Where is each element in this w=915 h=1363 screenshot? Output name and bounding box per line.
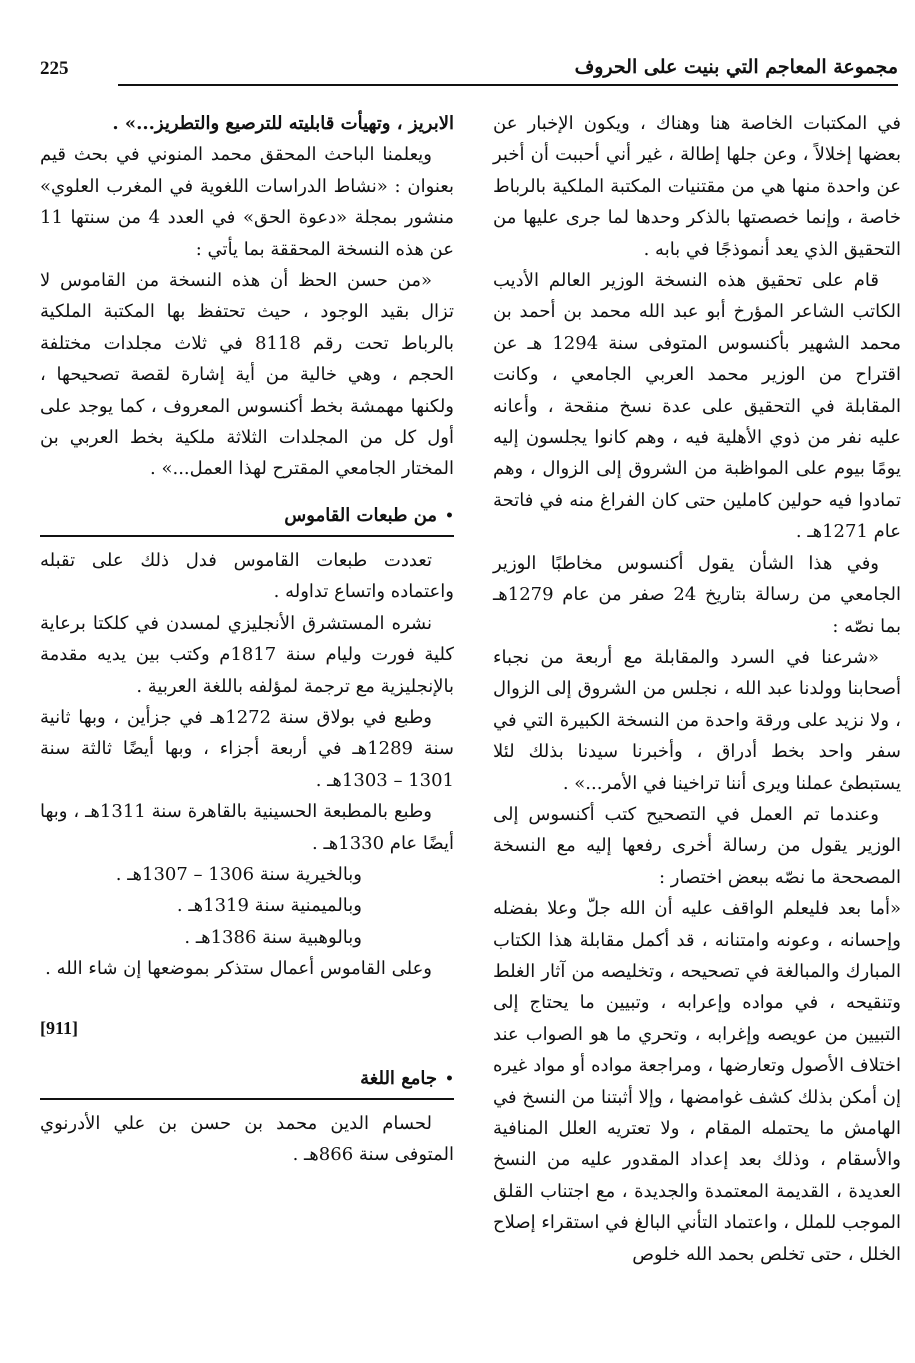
header-rule (118, 84, 898, 86)
list-item: وبالخيرية سنة 1306 – 1307هـ . (115, 863, 362, 885)
page-header (40, 52, 898, 86)
paragraph: ويعلمنا الباحث المحقق محمد المنوني في بحث قيم بعنوان : «نشاط الدراسات اللغوية في المغرب العلوي» منشور بمجلة «دعوة الحق» في العدد 4 من سنتها 11 عن هذه النسخة المحققة بما يأتي : (40, 144, 454, 260)
paragraph: وفي هذا الشأن يقول أكنسوس مخاطبًا الوزير الجامعي من رسالة بتاريخ 24 صفر من عام 1279هـ بما نصّه : (493, 552, 901, 637)
list-item: وبالوهبية سنة 1386هـ . (184, 926, 362, 948)
paragraph: وعلى القاموس أعمال ستذكر بموضعها إن شاء الله . (45, 958, 432, 980)
quote-paragraph: «من حسن الحظ أن هذه النسخة من القاموس لا تزال بقيد الوجود ، حيث تحتفظ بها المكتبة الملكية بالرباط تحت رقم 8118 في ثلاث مجلدات مختلفة الحجم ، وهي خالية من أية إشارة لقصة تصحيحها ، ولكنها مهمشة بخط أكنسوس المعروف ، كما يوجد على أول كل من المجلدات الثلاثة ملكية بخط العربي بن المختار الجامعي المقترح لهذا العمل...» . (40, 270, 454, 480)
bullet-icon: • (445, 1070, 454, 1087)
paragraph: في المكتبات الخاصة هنا وهناك ، ويكون الإخبار عن بعضها إخلالاً ، وعن جلها إطالة ، غير أني أحببت أن أخبر عن واحدة منها هي من مقتنيات المكتبة الملكية بالرباط خاصة ، وإنما خصصتها بالذكر وحدها لما جرى عليها من التحقيق الذي يعد أنموذجًا في بابه . (493, 113, 901, 260)
section-rule (40, 535, 454, 537)
intro-quote-end: الابريز ، وتهيأت قابليته للترصيع والتطريز...» . (112, 113, 454, 134)
list-item: وبالميمنية سنة 1319هـ . (176, 895, 362, 917)
section-title: من طبعات القاموس (284, 504, 438, 526)
section-title: جامع اللغة (360, 1067, 438, 1089)
entry-number: [911] (40, 1017, 78, 1038)
section-rule (40, 1098, 454, 1100)
paragraph: وطبع في بولاق سنة 1272هـ في جزأين ، وبها ثانية سنة 1289هـ في أربعة أجزاء ، وبها أيضًا ثالثة سنة 1301 – 1303هـ . (40, 706, 454, 791)
paragraph: لحسام الدين محمد بن حسن بن علي الأدرنوي المتوفى سنة 866هـ . (40, 1112, 454, 1166)
quote-paragraph: «أما بعد فليعلم الواقف عليه أن الله جلّ وعلا بفضله وإحسانه ، وعونه وامتنانه ، قد أكمل مقابلة هذا الكتاب المبارك والمبالغة في تصحيحه ، وتخليصه من آثار الغلط وتنقيحه ، في مواده وإعرابه ، وتبيين ما يحتاج إلى التبيين من عويصه وإغرابه ، وتحري ما هو الصواب عند اختلاف الأصول وتعارضها ، ومراجعة مواده أو مواد غيره إن أمكن بذلك كشف غوامضها ، وإلا أثبتنا من النسخ في الهامش ما يحتمله المقام ، ولا تعتريه العلل المنافية والأسقام ، وذلك بعد إعداد المقدور عليه من النسخ العديدة ، القديمة المعتمدة والجديدة ، مع اجتناب القلق الموجب للملل ، واعتماد التأني البالغ في استقراء إصلاح الخلل ، حتى تخلص بحمد الله خلوص (493, 898, 901, 1265)
left-column (40, 108, 454, 1171)
section-heading-editions (40, 501, 454, 531)
paragraph: تعددت طبعات القاموس فدل ذلك على تقبله واعتماده واتساع تداوله . (40, 549, 454, 603)
paragraph: قام على تحقيق هذه النسخة الوزير العالم الأديب الكاتب الشاعر المؤرخ أبو عبد الله محمد بن أحمد بن محمد الشهير بأكنسوس المتوفى سنة 1294 هـ عن اقتراح من الوزير محمد العربي الجامعي ، وكانت المقابلة في التحقيق على عدة نسخ منقحة ، وأعانه عليه نفر من ذوي الأهلية فيه ، وهم كانوا يجلسون إليه يومًا بيوم على المواظبة من الشروق إلى الزوال ، وهم تمادوا فيه حولين كاملين حتى كان الفراغ منه في فاتحة عام 1271هـ . (493, 270, 901, 543)
page-number: 225 (40, 58, 69, 79)
bullet-icon: • (445, 507, 454, 524)
section-heading-jami-allugha (40, 1064, 454, 1094)
paragraph: وطبع بالمطبعة الحسينية بالقاهرة سنة 1311هـ ، وبها أيضًا عام 1330هـ . (40, 801, 454, 854)
running-title: مجموعة المعاجم التي بنيت على الحروف (574, 56, 898, 78)
right-column (493, 108, 901, 1270)
paragraph: وعندما تم العمل في التصحيح كتب أكنسوس إلى الوزير يقول من رسالة أخرى رفعها إليه مع النسخة المصححة ما نصّه ببعض اختصار : (493, 803, 901, 888)
paragraph: نشره المستشرق الأنجليزي لمسدن في كلكتا برعاية كلية فورت وليام سنة 1817م وكتب بين يديه مقدمة بالإنجليزية مع ترجمة لمؤلفه باللغة العربية . (40, 612, 454, 697)
quote-paragraph: «شرعنا في السرد والمقابلة مع أربعة من نجباء أصحابنا وولدنا عبد الله ، نجلس من الشروق إلى الزوال ، ولا نزيد على ورقة واحدة من النسخة الكبيرة التي في سفر واحد بخط أدراق ، وأخبرنا سيدنا بذلك لئلا يستبطئ عملنا ويرى أننا تراخينا في الأمر...» . (493, 646, 901, 794)
